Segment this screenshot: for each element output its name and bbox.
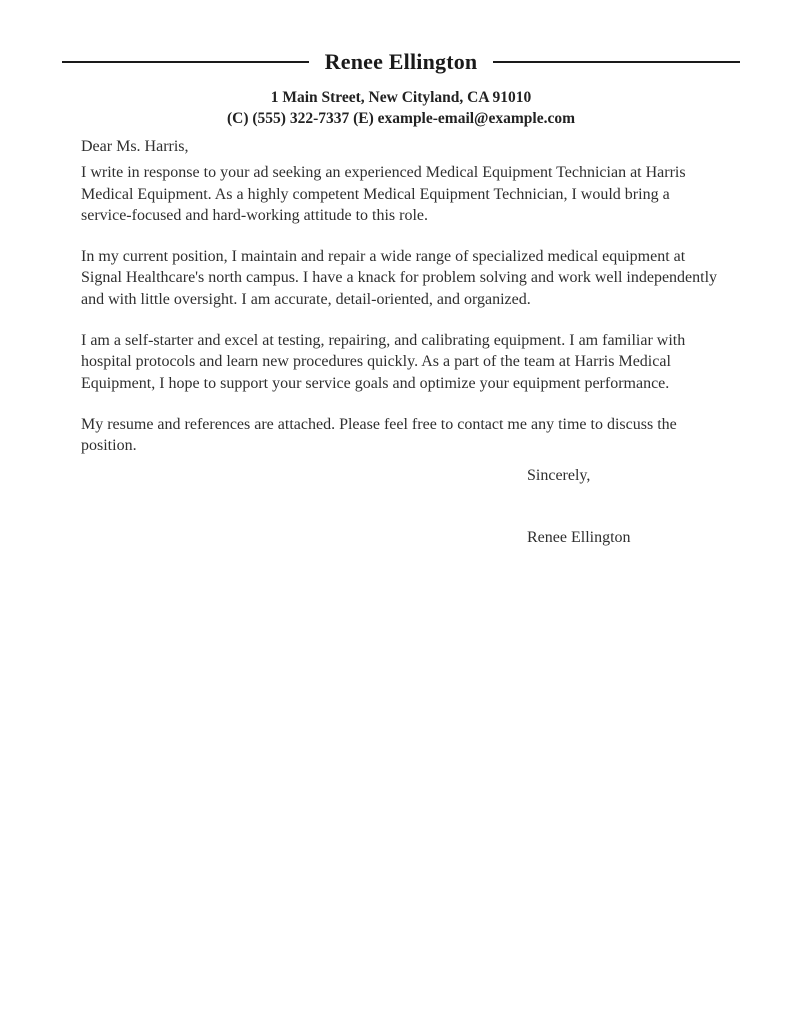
letter-header	[81, 48, 721, 129]
body-paragraph-1: I write in response to your ad seeking an experienced Medical Equipment Technician at Harris Medical Equipment. As a highly competent Medical Equipment Technician, I would bring a service-focused and hard-working attitude to this role.	[81, 164, 686, 224]
body-paragraph-3: I am a self-starter and excel at testing, repairing, and calibrating equipment. I am familiar with hospital protocols and learn new procedures quickly. As a part of the team at Harris Medical Equipment, I hope to support your service goals and optimize your equipment performance.	[81, 332, 686, 392]
salutation: Dear Ms. Harris,	[81, 138, 189, 155]
signature-name: Renee Ellington	[527, 528, 631, 546]
letter-body	[81, 136, 721, 548]
header-rule-left	[62, 61, 309, 63]
body-paragraph-2: In my current position, I maintain and repair a wide range of specialized medical equipment at Signal Healthcare's north campus. I have a knack for problem solving and work well independently and with little oversight. I am accurate, detail-oriented, and organized.	[81, 248, 718, 308]
address-line: 1 Main Street, New Cityland, CA 91010	[270, 89, 532, 106]
header-rule-right	[493, 61, 740, 63]
name-header-row	[62, 48, 740, 76]
author-name: Renee Ellington	[324, 49, 478, 74]
contact-line: (C) (555) 322-7337 (E) example-email@example.com	[226, 110, 575, 127]
body-paragraph-4: My resume and references are attached. Please feel free to contact me any time to discuss the position.	[81, 415, 677, 455]
closing-block	[527, 465, 721, 549]
valediction: Sincerely,	[527, 466, 591, 484]
